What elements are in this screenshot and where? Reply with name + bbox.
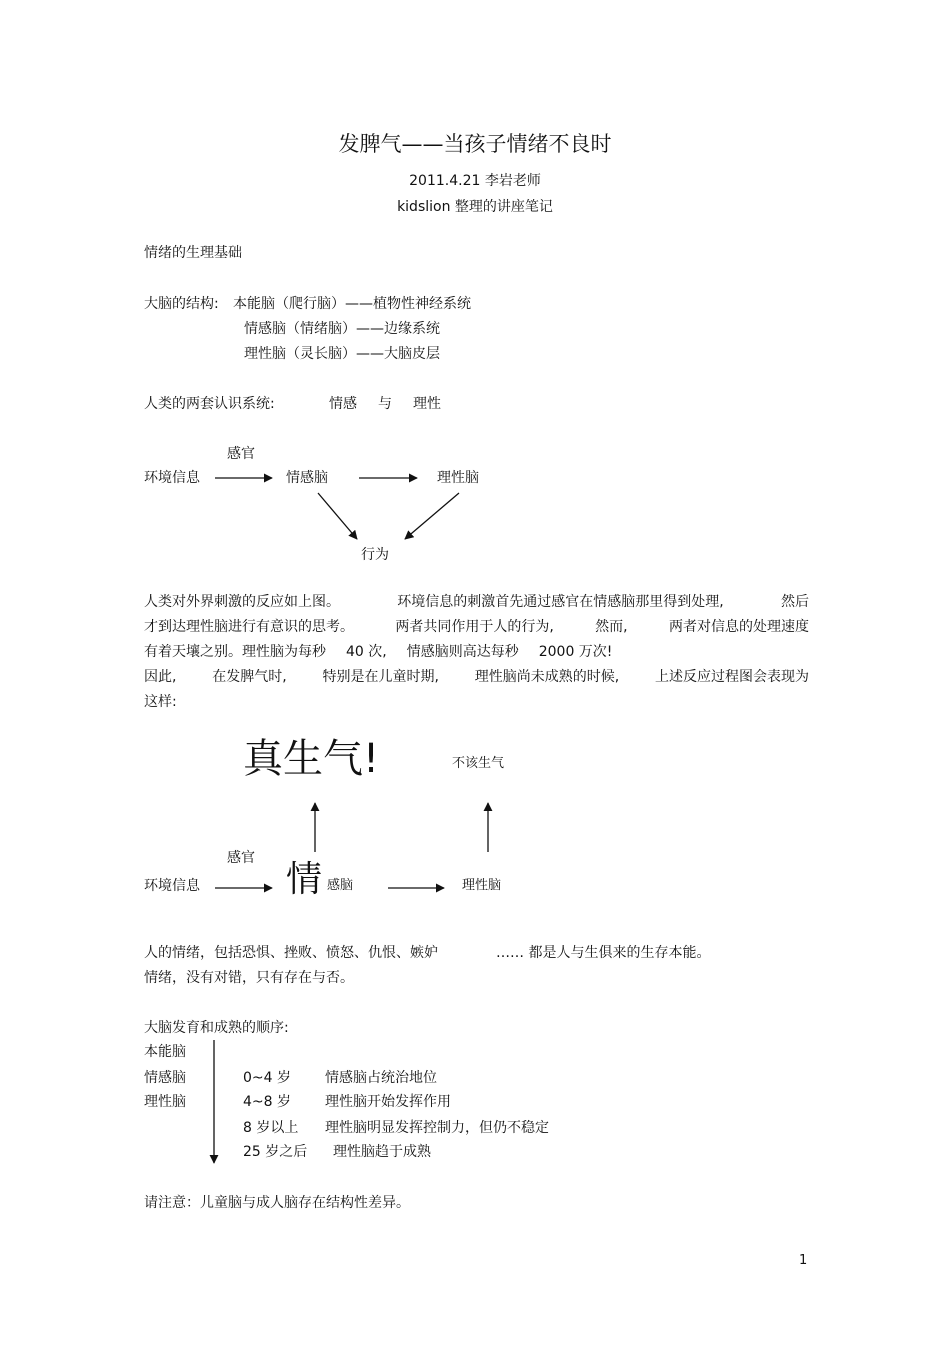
paragraph-line [144, 615, 809, 640]
order-age: 25 岁之后 [243, 1144, 308, 1160]
system-emotion: 情感 [329, 396, 357, 412]
order-label-instinct: 本能脑 [144, 1044, 186, 1060]
text-segment: 2000 万次! [538, 644, 613, 660]
text-segment: 理性脑尚未成熟的时候, [474, 669, 620, 685]
order-desc: 情感脑占统治地位 [325, 1070, 437, 1086]
diagram1-emotional-brain: 情感脑 [286, 470, 328, 486]
order-age: 0~4 岁 [243, 1070, 291, 1086]
two-systems-label: 人类的两套认识系统: [144, 396, 275, 412]
text-segment: 两者共同作用于人的行为, [395, 619, 554, 635]
date-author: 2011.4.21 李岩老师 [409, 173, 541, 189]
order-label-rational: 理性脑 [144, 1094, 186, 1110]
paragraph-line [144, 665, 809, 690]
diagram2-should-not-be-angry: 不该生气 [452, 756, 505, 771]
order-desc: 理性脑趋于成熟 [333, 1144, 431, 1160]
text-segment: 才到达理性脑进行有意识的思考。 [144, 619, 354, 635]
page-number: 1 [799, 1253, 808, 1268]
diagram1-sense-label: 感官 [227, 446, 255, 462]
diagram1-env-info: 环境信息 [144, 470, 200, 486]
system-reason: 理性 [413, 396, 441, 412]
order-desc: 理性脑明显发挥控制力，但仍不稳定 [325, 1120, 549, 1136]
arrow-emotional-to-behavior [318, 493, 357, 539]
brain-structure-label: 大脑的结构: [144, 296, 219, 312]
paragraph-line [144, 590, 809, 615]
paragraph-line [144, 690, 809, 715]
brain-structure-item: 理性脑（灵长脑）——大脑皮层 [244, 346, 440, 362]
emotions-tail: …… 都是人与生俱来的生存本能。 [496, 945, 711, 961]
brain-structure-item: 本能脑（爬行脑）——植物性神经系统 [233, 296, 471, 312]
order-heading: 大脑发育和成熟的顺序: [144, 1020, 289, 1036]
diagram2-emotion-char: 情 [286, 859, 323, 900]
diagram1-rational-brain: 理性脑 [437, 470, 479, 486]
diagram2-env-info: 环境信息 [144, 878, 200, 894]
text-segment: 环境信息的刺激首先通过感官在情感脑那里得到处理, [397, 594, 724, 610]
diagram2-rational-brain: 理性脑 [462, 878, 502, 893]
emotions-line: 人的情绪，包括恐惧、挫败、愤怒、仇恨、嫉妒 [144, 945, 438, 961]
text-segment: 然而, [595, 619, 628, 635]
note-line: 请注意：儿童脑与成人脑存在结构性差异。 [144, 1195, 410, 1211]
diagram2-really-angry: 真生气! [243, 736, 380, 782]
order-desc: 理性脑开始发挥作用 [325, 1094, 451, 1110]
notes-credit: kidslion 整理的讲座笔记 [397, 199, 553, 215]
order-label-emotional: 情感脑 [144, 1070, 186, 1086]
text-segment: 特别是在儿童时期, [322, 669, 439, 685]
order-age: 8 岁以上 [243, 1120, 299, 1136]
diagram2-emotion-brain-suffix: 感脑 [327, 878, 354, 893]
paragraph-line [144, 640, 809, 665]
text-segment: 情感脑则高达每秒 [406, 644, 519, 660]
diagram1-behavior: 行为 [361, 547, 389, 563]
text-segment: 人类对外界刺激的反应如上图。 [144, 594, 340, 610]
reaction-paragraph [144, 590, 809, 715]
text-segment: 然后 [780, 594, 809, 610]
text-segment: 在发脾气时, [212, 669, 287, 685]
brain-structure-item: 情感脑（情绪脑）——边缘系统 [244, 321, 440, 337]
section-heading: 情绪的生理基础 [144, 245, 242, 261]
order-age: 4~8 岁 [243, 1094, 291, 1110]
text-segment: 40 次, [346, 644, 387, 660]
text-segment: 这样: [144, 694, 177, 710]
text-segment: 有着天壤之别。理性脑为每秒 [144, 644, 326, 660]
text-segment: 两者对信息的处理速度 [668, 619, 809, 635]
diagram2-sense-label: 感官 [227, 850, 255, 866]
page-title: 发脾气——当孩子情绪不良时 [338, 132, 612, 156]
system-conjunction: 与 [378, 396, 392, 412]
text-segment: 上述反应过程图会表现为 [655, 669, 809, 685]
emotions-line-2: 情绪，没有对错，只有存在与否。 [144, 970, 354, 986]
arrow-rational-to-behavior [405, 493, 459, 539]
text-segment: 因此, [144, 669, 177, 685]
